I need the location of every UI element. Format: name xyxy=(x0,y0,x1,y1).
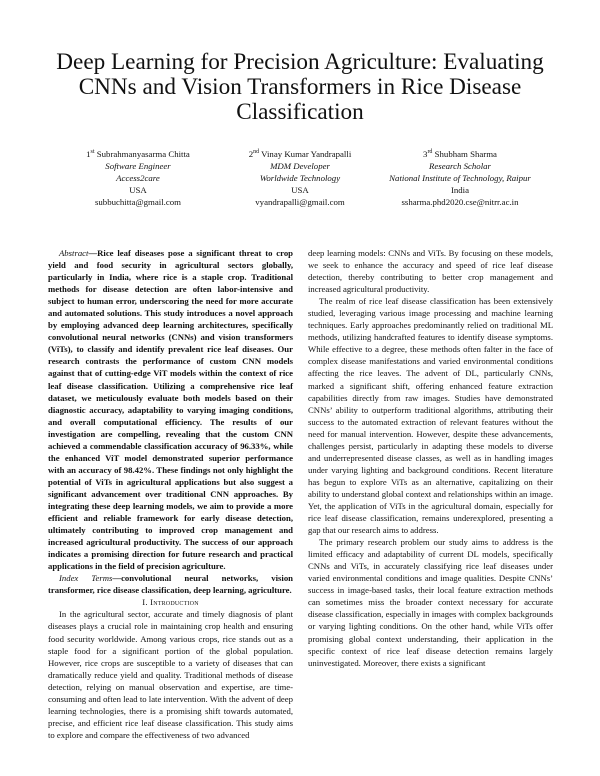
author-role: Research Scholar xyxy=(429,160,491,171)
author-1: 1st Subrahmanyasarma Chitta Software Engineer Access2care USA subbuchitta@gmail.com xyxy=(48,146,228,208)
author-org: National Institute of Technology, Raipur xyxy=(389,172,531,183)
body-paragraph: The primary research problem our study aims to address is the limited efficacy and adaptability of current DL models, specifically CNNs and ViTs, in accurately classifying rice leaf diseases under varied environmental conditions and image qualities. Despite CNNs’ success in image-based tasks, their local feature extraction methods can sometimes miss the broader context necessary for accurate disease classification, especially in images with complex backgrounds or varying lighting conditions. On the other hand, while ViTs offer promising global context understanding, their application in the specific context of rice leaf disease detection remains largely uninvestigated. Moreover, there exists a significant xyxy=(308,537,553,668)
author-name: Subrahmanyasarma Chitta xyxy=(96,148,190,159)
abstract-text: —Rice leaf diseases pose a significant threat to crop yield and food security in agricultural sectors globally, particularly in India, where rice is a staple crop. Traditional methods for disease detection are often labor-intensive and subject to human error, underscoring the need for more accurate and automated solutions. This study introduces a novel approach by employing advanced deep learning architectures, specifically convolutional neural networks (CNNs) and vision transformers (ViTs), to classify and identify prevalent rice leaf diseases. Our research contrasts the performance of custom CNN models against that of cutting-edge ViT models within the context of rice leaf disease classification. Utilizing a comprehensive rice leaf dataset, we meticulously evaluate both models based on their diagnostic accuracy, adaptability to varying imaging conditions, and overall computational efficiency. The results of our investigation are compelling, revealing that the custom CNN achieved a commendable classification accuracy of 96.33%, while the enhanced ViT model demonstrated superior performance with an accuracy of 98.42%. These findings not only highlight the potential of ViTs in agricultural applications but also suggest a significant advancement over traditional CNN approaches. By integrating these deep learning models, we aim to provide a more efficient and reliable framework for early disease detection, ultimately contributing to improved crop management and increased agricultural productivity. The success of our approach indicates a promising direction for future research and practical applications in the field of precision agriculture. xyxy=(48,248,293,572)
author-3: 3rd Shubham Sharma Research Scholar National Institute of Technology, Raipur India ssharma.phd2020.cse@nitrr.ac.in xyxy=(360,146,560,208)
author-2: 2nd Vinay Kumar Yandrapalli MDM Developer Worldwide Technology USA vyandrapalli@gmail.com xyxy=(210,146,390,208)
author-role: MDM Developer xyxy=(270,160,330,171)
index-terms-label: Index Terms xyxy=(59,573,113,584)
paper-title: Deep Learning for Precision Agriculture: Evaluating CNNs and Vision Transformers in Rice Disease Classification xyxy=(56,49,544,125)
author-email: subbuchitta@gmail.com xyxy=(94,196,182,207)
index-terms xyxy=(48,572,293,596)
author-role: Software Engineer xyxy=(105,160,171,171)
index-terms-text: —convolutional neural networks, vision transformer, rice disease classification, deep learning, agriculture. xyxy=(48,573,293,596)
author-email: vyandrapalli@gmail.com xyxy=(255,196,345,207)
author-country: USA xyxy=(291,184,309,195)
author-email: ssharma.phd2020.cse@nitrr.ac.in xyxy=(401,196,519,207)
abstract xyxy=(48,247,293,572)
author-org: Access2care xyxy=(116,172,160,183)
left-column xyxy=(48,247,293,741)
body-paragraph-continued: deep learning models: CNNs and ViTs. By focusing on these models, we seek to enhance the accuracy and speed of rice leaf disease detection, thereby contributing to better crop management and increased agricultural productivity. xyxy=(308,248,553,295)
intro-paragraph: In the agricultural sector, accurate and timely diagnosis of plant diseases plays a crucial role in maintaining crop health and ensuring food security worldwide. Among various crops, rice stands out as a staple food for a significant portion of the global population. However, rice crops are susceptible to a variety of diseases that can dramatically reduce yield and quality. Traditional methods of disease detection, relying on manual observation and expertise, are time-consuming and often lead to late intervention. With the advent of deep learning technologies, there is a promising shift towards automated, precise, and efficient rice leaf disease classification. This study aims to explore and compare the effectiveness of two advanced xyxy=(48,609,293,740)
section-heading-introduction: I. Introduction xyxy=(142,597,199,608)
abstract-label: Abstract xyxy=(59,248,89,258)
author-name: Vinay Kumar Yandrapalli xyxy=(261,148,352,159)
author-country: India xyxy=(450,184,470,195)
author-country: USA xyxy=(129,184,147,195)
right-column xyxy=(308,247,553,669)
author-org: Worldwide Technology xyxy=(259,172,341,183)
body-paragraph: The realm of rice leaf disease classification has been extensively studied, leveraging various image processing and machine learning techniques. Early approaches predominantly relied on traditional ML methods, utilizing handcrafted features to identify disease symptoms. While effective to a degree, these methods often falter in the face of complex disease manifestations and varied environmental conditions affecting the rice leaves. The advent of DL, particularly CNNs, marked a significant shift, offering enhanced feature extraction capabilities directly from raw images. Studies have demonstrated CNNs’ ability to outperform traditional algorithms, attributing their success to the automated extraction of relevant features without the need for manual intervention. However, despite these advancements, challenges persist, particularly in adapting these models to diverse and underrepresented disease classes, as well as in handling images under varying lighting and background conditions. Recent literature has begun to explore ViTs as an alternative, capitalizing on their ability to understand global context and relationships within an image. Yet, the application of ViTs in the agricultural domain, especially for rice leaf disease classification, remains underexplored, presenting a gap that our research aims to address. xyxy=(308,296,553,536)
author-name: Shubham Sharma xyxy=(434,148,497,159)
